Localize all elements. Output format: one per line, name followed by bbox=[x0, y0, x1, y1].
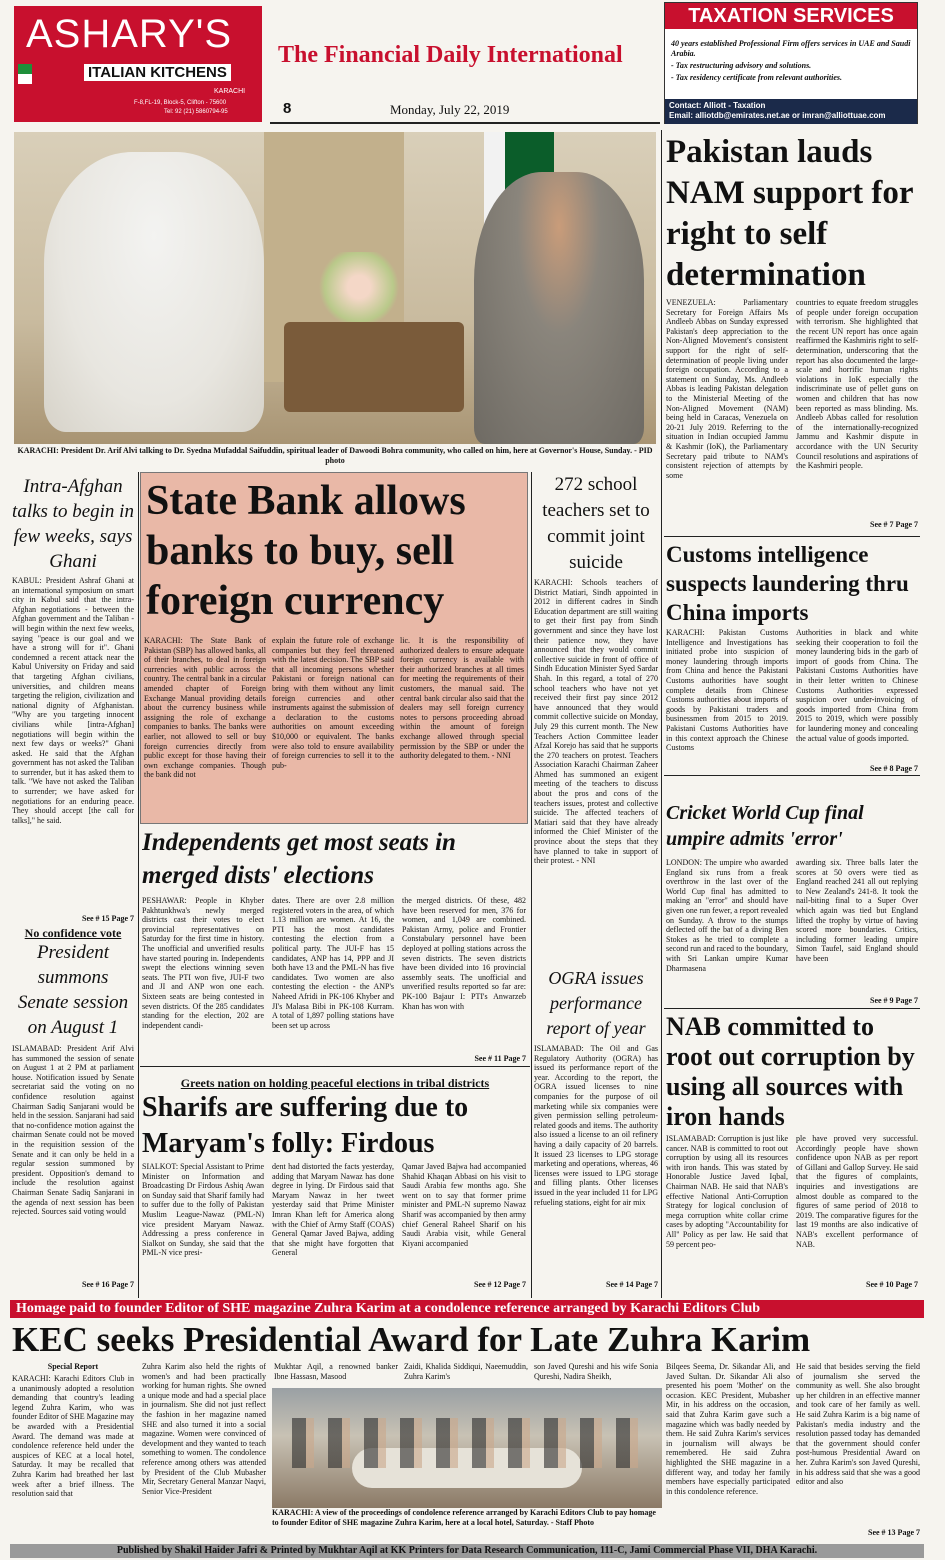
customs-col1: KARACHI: Pakistan Customs Intelligence and Investigations has initiated probe into suspicion of money laundering through imports from China and hence the Pakistani Customs authorities have sought complete details from Chinese Customs authorities about imports of goods by Pakistani traders and businessmen from 2015 to 2019. Pakistani Customs Authorities have in this context approach the Chinese Customs bbox=[666, 628, 788, 753]
sbp-col3: lic. It is the responsibility of authorized dealers to ensure adequate foreign currency is available with their authorized branches at all times for meeting the requirements of their customers, the manual said. The central bank circular also said that the dealers may sell foreign currency notes to persons proceeding abroad within the amount of foreign exchange allowed through special permission by the SBP or under the authority delegated to them. - NNI bbox=[400, 636, 524, 761]
kec-headline: KEC seeks Presidential Award for Late Zuhra Karim bbox=[12, 1320, 811, 1359]
tax-line1: 40 years established Professional Firm offers services in UAE and Saudi Arabia. bbox=[671, 39, 911, 58]
customs-rule bbox=[664, 775, 920, 776]
nam-rule bbox=[664, 536, 920, 537]
ashary-brand: ASHARY'S bbox=[26, 12, 233, 56]
kec-col1: KARACHI: Karachi Editors Club in a unanimously adopted a resolution demanding that country's leading legend Zuhra Karim, who was founder Editor of SHE Magazine may be awarded with a Presidential Award. The demand was made at condolence reference held under the auspices of KEC at a local hotel, Saturday. It may be recalled that Zuhra Karim had breathed her last week after a brief illness. The resolution said that bbox=[12, 1374, 134, 1499]
nab-see[interactable]: See # 10 Page 7 bbox=[866, 1280, 918, 1289]
ogra-body: ISLAMABAD: The Oil and Gas Regulatory Authority (OGRA) has issued its performance report of the year. According to the report, the OGRA issued licenses to nine companies for the purpose of oil marketing while six companies were given permission selling petroleum-related goods and items. The authority also issued a license to an oil refinery having a daily capacity of 20 barrels. It issued 23 licenses to LPG storage marketing and operations, whereas, 46 licenses were issued to LPG storage and filling plants. Other licenses issued in the year included 11 for LPG refueling stations, eight for air mix bbox=[534, 1044, 658, 1207]
nam-col1: VENEZUELA: Parliamentary Secretary for Foreign Affairs Ms Andleeb Abbas on Sunday expressed Pakistan's deep appreciation to the Non-Aligned Movement's consistent support for the right of self-determination of people living under foreign occupation. According to a statement on Sunday, Ms. Andleeb Abbas is leading Pakistan delegation to the Ministerial Meeting of the Non-Aligned Movement (NAM) being held in Caracas, Venezuela on 20-21 July 2019. Referring to the situation in Indian occupied Jammu & Kashmir (IoK), the Parliamentary Secretary paid tribute to NAM's consistent rejection of attempts by some bbox=[666, 298, 788, 480]
page-number: 8 bbox=[283, 100, 292, 117]
divider-v2 bbox=[531, 472, 532, 1298]
ashary-flag-strip bbox=[18, 64, 32, 94]
kec-col4: Zaidi, Khalida Siddiqui, Naeemuddin, Zuhra Karim's bbox=[404, 1362, 528, 1381]
nab-headline: NAB committed to root out corruption by using all sources with iron hands bbox=[666, 1012, 915, 1131]
sharifs-see[interactable]: See # 12 Page 7 bbox=[474, 1280, 526, 1289]
kec-col3: Mukhtar Aqil, a renowned banker Ibne Hassasn, Masood bbox=[274, 1362, 398, 1381]
noconf-headline: President summons Senate session on August 1 bbox=[17, 942, 129, 1038]
nam-col2: countries to equate freedom struggles of people under foreign occupation with terrorism. She highlighted that the recent UN report has once again reaffirmed the Kashmiris right to self-determination, underscoring that the report has also documented the large-scale and horrific human rights violations in IoK especially the indiscriminate use of pellet guns on women and children that has now been reported as mass blinding. Ms. Andleeb Abbas called for resolution of the internationally-recognized Jammu and Kashmir dispute in accordance with the UN Security Council resolutions and aspirations of the Kashmiri people. bbox=[796, 298, 918, 471]
kec-photo bbox=[272, 1388, 662, 1508]
kec-see[interactable]: See # 13 Page 7 bbox=[868, 1528, 920, 1537]
kec-photo-caption: KARACHI: A view of the proceedings of condolence reference arranged by Karachi Editors Club to pay homage to founder Editor of SHE magazine Zuhra Karim, here at a local hotel, Saturday. - Staff Photo bbox=[272, 1508, 656, 1527]
masthead-rule bbox=[270, 122, 660, 124]
kec-banner: Homage paid to founder Editor of SHE magazine Zuhra Karim at a condolence reference arranged by Karachi Editors Club bbox=[10, 1300, 924, 1318]
divider-v1 bbox=[138, 472, 139, 1298]
sharifs-col2: dent had distorted the facts yesterday, adding that Maryam Nawaz has done degree in lying. Dr Firdous said that Maryam Nawaz in her tweet yesterday said that Prime Minister Imran Khan left for America along with the Chief of Army Staff (COAS) General Qamar Javed Bajwa, adding that she might have forgotten that General bbox=[272, 1162, 394, 1258]
ogra-see[interactable]: See # 14 Page 7 bbox=[606, 1280, 658, 1289]
independents-col2: dates. There are over 2.8 million registered voters in the area, of which 1.13 million are women. At 16, the PTI has the most candidates contesting the election from a political party. The JUI-F has 15 candidates, ANP has 14, PPP and JI both have 13 and the PML-N has five candidates. Two women are also contesting the election - the ANP's Naheed Afridi in PK-106 Khyber and JI's Malasa Bibi in PK-108 Kurram. A total of 1,897 polling stations have been set up across bbox=[272, 896, 394, 1030]
tax-line3: - Tax residency certificate from relevant authorities. bbox=[671, 73, 843, 82]
tax-email[interactable]: Email: alliotdb@emirates.net.ae or imran@alliottuae.com bbox=[669, 111, 886, 120]
tax-title: TAXATION SERVICES bbox=[665, 3, 917, 29]
noconf-kicker: No confidence vote bbox=[24, 926, 122, 940]
sharifs-col1: SIALKOT: Special Assistant to Prime Minister on Information and Broadcasting Dr Firdous Ashiq Awan on Sunday said that Sharif family had to suffer due to the folly of Pakistan Muslim League-Nawaz (PML-N) vice president Maryam Nawaz. Addressing a press conference in Sialkot on Sunday, she said that the PML-N vice presi- bbox=[142, 1162, 264, 1258]
sbp-headline: State Bank allows banks to buy, sell foreign currency bbox=[146, 478, 466, 624]
nab-col2: ple have proved very successful. Accordingly people have shown confidence upon NAB as per report of Gillani and Gallop Survey. He said that the figures of complaints, inquiries and investigations are almost double as compared to the figures of same period of 2018 to 2019. The comparative figures for the last 19 months are also indicative of NAB's excellent performance of NAB. bbox=[796, 1134, 918, 1249]
kec-col5: son Javed Qureshi and his wife Sonia Qureshi, Nadira Sheikh, bbox=[534, 1362, 658, 1381]
kec-col2: Zuhra Karim also held the rights of women's and had been practically working for human rights. She owned a unique mode and had a special place in journalism. She did not just reflect the fashion in her magazine named SHE and also turned it into a social magazine. Women were convinced of development and they wanted to teach something to women. The condolence reference among others was attended by President of the Club Mubasher Mir, Secretary General Manzar Naqvi, Senior Vice-President bbox=[142, 1362, 266, 1496]
intra-headline: Intra-Afghan talks to begin in few weeks, says Ghani bbox=[12, 476, 134, 572]
tax-line2: - Tax restructuring advisory and solutions. bbox=[671, 61, 812, 70]
tax-contact: Contact: Alliott - Taxation bbox=[669, 101, 766, 110]
independents-headline: Independents get most seats in merged dists' elections bbox=[142, 829, 456, 889]
teachers-headline: 272 school teachers set to commit joint suicide bbox=[542, 474, 650, 573]
nab-col1: ISLAMABAD: Corruption is just like cancer. NAB is committed to root out corruption by using all its resources with iron hands. This was stated by Honorable Justice Javed Iqbal, Chairman NAB. He said that NAB's effective National Anti-Corruption Strategy for logical conclusion of mega corruption white collar crime cases by adopting "Accountability for All" Policy as per law. He said that 59 percent peo- bbox=[666, 1134, 788, 1249]
independents-col3: the merged districts. Of these, 482 have been reserved for men, 376 for women, and 1,049 are combined. Pakistan Army, police and Frontier Constabulary personnel have been deployed at polling stations across the seven districts. The seven districts have been divided into 16 provincial assembly seats. The unofficial and unverified results reported so far are: PK-100 Bajaur I: PTI's Anwarzeb Khan has won with bbox=[402, 896, 526, 1011]
sharifs-headline: Sharifs are suffering due to Maryam's folly: Firdous bbox=[142, 1092, 469, 1159]
wc-headline: Cricket World Cup final umpire admits 'error' bbox=[666, 802, 864, 850]
divider-v3 bbox=[661, 130, 662, 1298]
ashary-sub: ITALIAN KITCHENS bbox=[84, 64, 231, 81]
independents-col1: PESHAWAR: People in Khyber Pakhtunkhwa's newly merged districts cast their votes to elect provincial representatives on Saturday for the first time in history. The unofficial and unverified results have started pouring in. Independents swept the elections winning seven seats. The PTI won five, JUI-F two and JI and ANP won one each. Sixteen seats are being contested in seven districts. Of the 285 candidates standing for the election, 202 are independent candi- bbox=[142, 896, 264, 1030]
nam-see[interactable]: See # 7 Page 7 bbox=[870, 520, 918, 529]
photo-flowers bbox=[314, 252, 404, 322]
wc-col2: awarding six. Three balls later the scores at 50 overs were tied as England reached 241 all out replying to New Zealand's 241-8. It took the nail-biting final to a Super Over which again was tied but England lifted the trophy by virtue of having scored more boundaries. Critics, including former leading umpire Simon Taufel, said England should have been bbox=[796, 858, 918, 963]
intra-see[interactable]: See # 15 Page 7 bbox=[82, 914, 134, 923]
top-photo-caption: KARACHI: President Dr. Arif Alvi talking to Dr. Syedna Mufaddal Saifuddin, spiritual leader of Dawoodi Bohra community, who called on him, here at Governor's House, Sunday. - PID photo bbox=[17, 446, 653, 465]
ashary-phone: Tel: 92 (21) 5860794-95 bbox=[164, 109, 228, 115]
kec-col6: Bilqees Seema, Dr. Sikandar Ali, and Javed Sultan. Dr. Sikandar Ali also presented his poem 'Mother' on the occasion. KEC President, Mubasher Mir, in his address on the occasion, said that Zuhra Karim gave such a magazine which was badly needed by them. He said Zuhra Karim's services in journalism will always be remembered. He said Zuhra highlighted the SHE magazine in a different way, and today her family members have especially participated in this condolence reference. bbox=[666, 1362, 790, 1496]
footer: Published by Shakil Haider Jafri & Printed by Mukhtar Aqil at KK Printers for Data Research Communication, 111-C, Jami Commercial Phase VII, DHA Karachi. bbox=[10, 1544, 924, 1558]
noconf-see[interactable]: See # 16 Page 7 bbox=[82, 1280, 134, 1289]
sbp-col2: explain the future role of exchange companies but they feel threatened with the latest decision. The SBP said that all incoming persons whether Pakistani or foreign national can bring with them without any limit foreign currencies and other instruments against the submission of a declaration to the customs authorities on amount exceeding $10,000 or equivalent. The banks were also told to ensure availability of foreign currencies to sell it to the pub- bbox=[272, 636, 394, 770]
wc-see[interactable]: See # 9 Page 7 bbox=[870, 996, 918, 1005]
issue-date: Monday, July 22, 2019 bbox=[390, 102, 510, 117]
sbp-col1: KARACHI: The State Bank of Pakistan (SBP) has allowed banks, all of their branches, to deal in foreign currencies with public across the country. The central bank in a circular amended chapter of Foreign Exchange Manual providing details about the currency business while assigning the role of exchange companies to banks. The banks were earlier, not allowed to sell or buy foreign currencies directly from public except for those having their own exchange companies. Though the bank did not bbox=[144, 636, 266, 780]
intra-body: KABUL: President Ashraf Ghani at an international symposium on smart city in Kabul said that the intra-Afghan negotiations - between the Afghan government and the Taliban - will begin within the next few weeks, saying "peace is our goal and we have a strong will for it". Ghani condemned a recent attack near the Kabul University on Friday and said that targeting Afghan civilians, universities, and children means targeting the religion, civilization and national dignity of Afghanistan. "Why are you targeting innocent civilians while [intra-Afghan] negotiations will begin within the next few days or weeks?" Ghani asked. He said that the Afghan government has not asked the Taliban to surrender, but it has asked them to talk. "We have not asked the Taliban to surrender; we have asked for negotiations for an enduring peace. They should accept [the call for talks]," he said. bbox=[12, 576, 134, 825]
ashary-address: F-8,FL-19, Block-5, Clifton - 75600 bbox=[134, 100, 227, 106]
photo-table bbox=[284, 322, 464, 412]
ogra-headline: OGRA issues performance report of year bbox=[546, 968, 646, 1038]
independents-rule bbox=[140, 1066, 530, 1067]
customs-headline: Customs intelligence suspects laundering thru China imports bbox=[666, 542, 909, 625]
nam-headline: Pakistan lauds NAM support for right to self determination bbox=[666, 134, 913, 293]
noconf-body: ISLAMABAD: President Arif Alvi has summoned the session of senate on August 1 at 2 PM at parliament house. Notification issued by Senate secretariat said the voting on no confidence resolution against Chairman Sadiq Sanjarani would be held in the session. Sanjarani had said that no-confidence motion against the chairman Senate could not be moved in the requisition session of the Senate and it can only be held in a regular session summoned by president. Opposition's demand to include the resolution against Chairman Senate Sadiq Sanjarani in the agenda of next session has been rejected. Sources said voting would bbox=[12, 1044, 134, 1217]
wc-rule bbox=[664, 1008, 920, 1009]
kec-byline: Special Report bbox=[47, 1362, 99, 1371]
top-photo bbox=[14, 132, 656, 444]
tax-ad bbox=[664, 2, 918, 124]
teachers-body: KARACHI: Schools teachers of District Matiari, Sindh appointed in 2012 in different cadres in Sindh Education department are still waiting to get their first pay from Sindh government and since they have lost their patience now, they have announced that they would commit collective suicide in front of office of Sindh Education Minister Syed Sardar Shah. In this regard, a total of 270 school teachers who have not yet received their first pay since 2012 have announced that they would commit collective suicide on Monday, July 29 this current month. The New Teachers Action Committee leader Afzal Korejo has said that he supports the 270 teachers on protest. Teachers Association Karachi Chairman Zaheer Ahmed has summoned an exigent meeting of the teachers to discuss about the pros and cons of the teachers issues, protest and collective suicide. The affected teachers of Matiari said that they have already informed the Chief Minister of the province about the steps that they have planned to take in support of their protest. - NNI bbox=[534, 578, 658, 866]
customs-see[interactable]: See # 8 Page 7 bbox=[870, 764, 918, 773]
ashary-ad bbox=[14, 6, 262, 122]
customs-col2: Authorities in black and white seeking their cooperation to foil the money laundering bids in the garb of import of goods from China. The Pakistani Customs Authorities have in their letter written to Chinese Customs Authorities expressed suspicion over under-invoicing of goods imported from China from 2015 to 2019, which were possibly for laundering money and concealing the actual value of goods imported. bbox=[796, 628, 918, 743]
sharifs-col3: Qamar Javed Bajwa had accompanied Shahid Khaqan Abbasi on his visit to Saudi Arabia few months ago. She went on to say that former prime minister and PML-N supremo Nawaz Sharif was accompanied by then army chief General Raheel Sharif on his Saudi Arabia visit, while General Kiyani accompanied bbox=[402, 1162, 526, 1248]
photo-person-right bbox=[474, 172, 644, 444]
independents-see[interactable]: See # 11 Page 7 bbox=[474, 1054, 526, 1063]
paper-name: The Financial Daily International bbox=[278, 42, 623, 68]
kec-photo-attendees bbox=[292, 1418, 642, 1468]
tax-contact-box bbox=[665, 99, 917, 124]
kec-col7: He said that besides serving the field of journalism she served the community as well. She also brought up her children in an effective manner and took care of her family as well. He said Zuhra Karim is a big name of Pakistan's media industry and the resolution passed today has demanded that the government should confer post-humous Presidential Award on her. Zuhra Karim's son Javed Qureshi, in his address said that she was a good editor and also bbox=[796, 1362, 920, 1487]
ashary-city: KARACHI bbox=[214, 88, 246, 95]
wc-col1: LONDON: The umpire who awarded England six runs from a freak overthrow in the last over of the World Cup final has admitted to making an "error" and should have given one run fewer, a report revealed on Sunday. A throw to the stumps deflected off the bat of a diving Ben Stokes as he tried to complete a second run and raced to the boundary, with Sri Lankan umpire Kumar Dharmasena bbox=[666, 858, 788, 973]
photo-person-left bbox=[44, 152, 264, 432]
sharifs-kicker: Greets nation on holding peaceful elections in tribal districts bbox=[180, 1076, 490, 1090]
